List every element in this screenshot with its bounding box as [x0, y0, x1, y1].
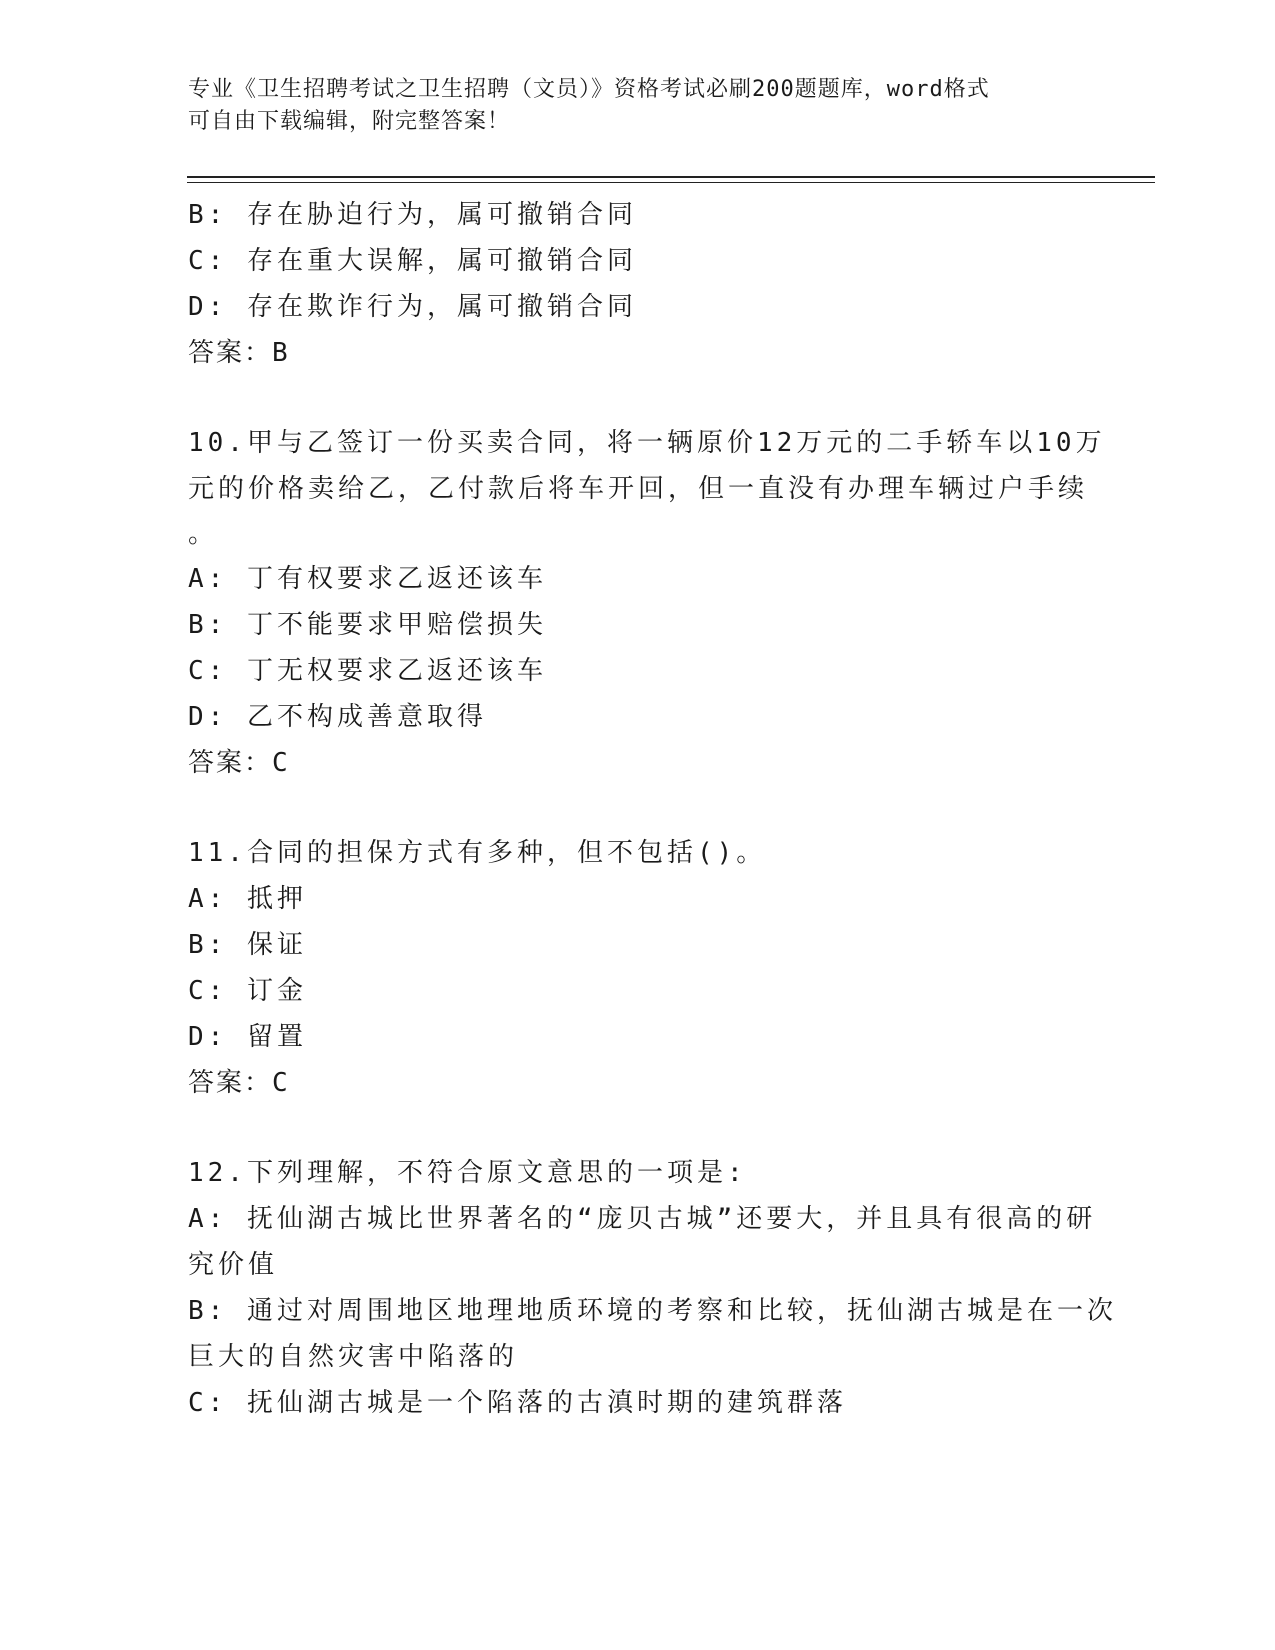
option-b-line: 巨大的自然灾害中陷落的 — [188, 1342, 519, 1372]
option-a: A: 丁有权要求乙返还该车 — [188, 564, 547, 594]
question-9 — [188, 192, 1078, 376]
header-title-line1: 专业《卫生招聘考试之卫生招聘（文员）》资格考试必刷200题题库，word格式 — [188, 77, 990, 102]
document-header — [188, 74, 1068, 138]
spacer — [188, 1106, 1078, 1150]
question-11 — [188, 830, 1078, 1106]
option-d: D: 乙不构成善意取得 — [188, 702, 487, 732]
option-a-line: A: 抚仙湖古城比世界著名的“庞贝古城”还要大，并且具有很高的研 — [188, 1204, 1097, 1234]
question-12 — [188, 1150, 1117, 1426]
option-d: D: 存在欺诈行为，属可撤销合同 — [188, 292, 637, 322]
header-rule-thin — [187, 182, 1155, 183]
header-rule-thick — [187, 176, 1155, 178]
option-b: B: 存在胁迫行为，属可撤销合同 — [188, 200, 637, 230]
spacer — [188, 786, 1078, 830]
spacer — [188, 376, 1078, 420]
option-c: C: 订金 — [188, 976, 307, 1006]
answer: 答案：B — [188, 338, 290, 368]
question-stem-line: 。 — [188, 519, 219, 549]
question-stem-line: 10.甲与乙签订一份买卖合同，将一辆原价12万元的二手轿车以10万 — [188, 428, 1106, 458]
answer: 答案：C — [188, 748, 290, 778]
option-b-line: B: 通过对周围地区地理地质环境的考察和比较，抚仙湖古城是在一次 — [188, 1296, 1117, 1326]
question-stem: 11.合同的担保方式有多种，但不包括()。 — [188, 838, 767, 868]
question-stem-line: 元的价格卖给乙，乙付款后将车开回，但一直没有办理车辆过户手续 — [188, 474, 1089, 504]
option-c: C: 存在重大误解，属可撤销合同 — [188, 246, 637, 276]
question-stem: 12.下列理解，不符合原文意思的一项是: — [188, 1158, 747, 1188]
option-b: B: 丁不能要求甲赔偿损失 — [188, 610, 547, 640]
option-b: B: 保证 — [188, 930, 307, 960]
option-a: A: 抵押 — [188, 884, 307, 914]
question-10 — [188, 420, 1106, 786]
document-body — [188, 192, 1117, 1426]
option-d: D: 留置 — [188, 1022, 307, 1052]
answer: 答案：C — [188, 1068, 290, 1098]
option-a-line: 究价值 — [188, 1250, 279, 1280]
option-c: C: 抚仙湖古城是一个陷落的古滇时期的建筑群落 — [188, 1388, 847, 1418]
option-c: C: 丁无权要求乙返还该车 — [188, 656, 547, 686]
header-title-line2: 可自由下载编辑，附完整答案！ — [188, 109, 511, 134]
